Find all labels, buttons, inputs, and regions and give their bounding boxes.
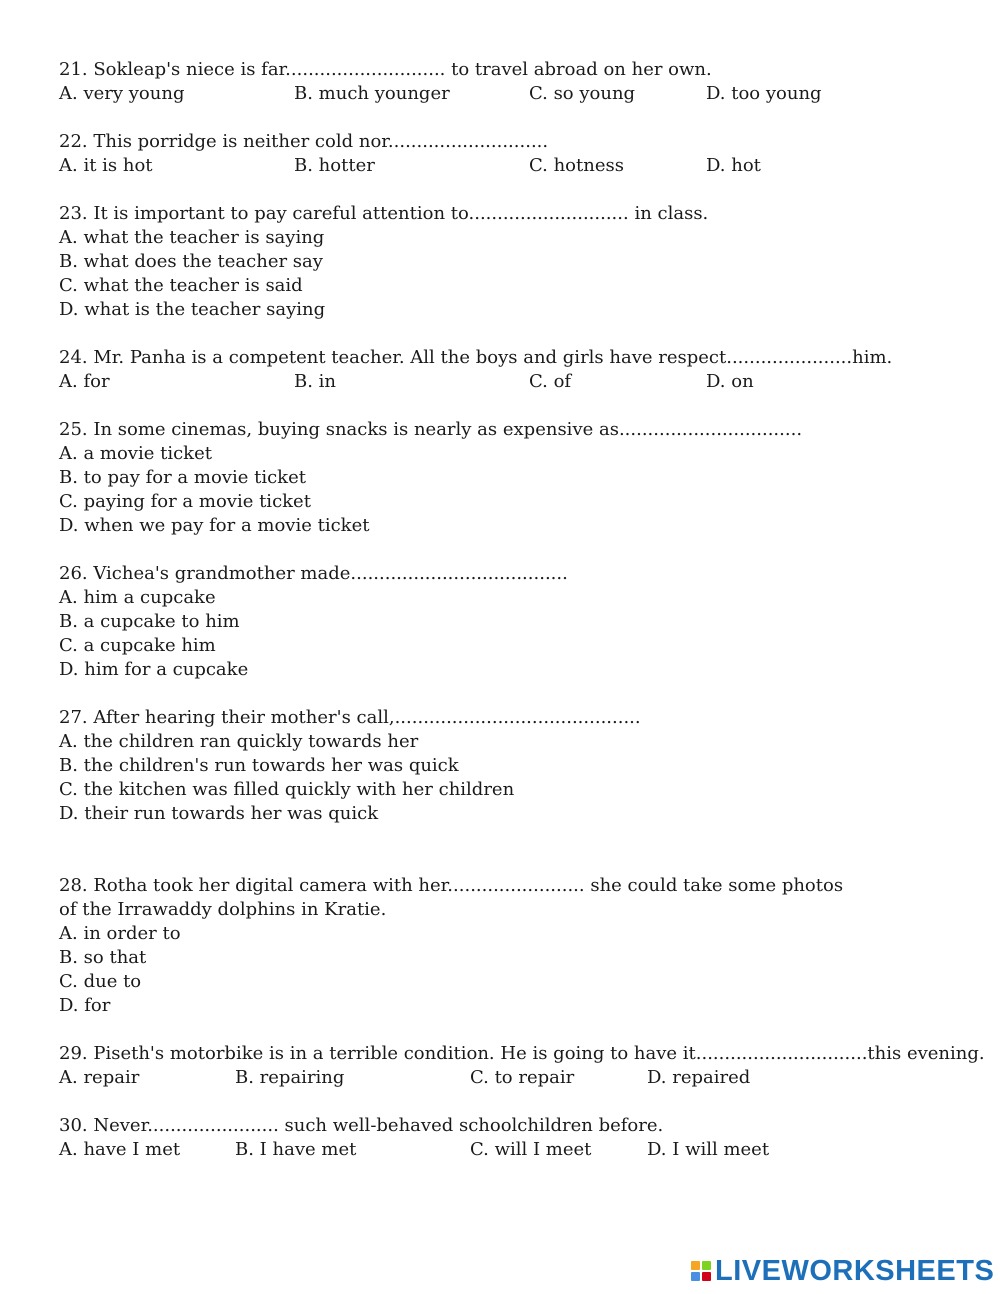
question-30 [59, 1114, 959, 1162]
logo-text: LIVEWORKSHEETS [715, 1255, 995, 1287]
option-a[interactable]: A. him a cupcake [59, 587, 216, 608]
option-c[interactable]: C. the kitchen was filled quickly with her children [59, 779, 515, 800]
option-d[interactable]: D. for [59, 995, 111, 1016]
option-d[interactable]: D. too young [706, 83, 822, 104]
question-22 [59, 130, 959, 178]
option-d[interactable]: D. I will meet [647, 1139, 770, 1160]
question-stem: 25. In some cinemas, buying snacks is nearly as expensive as................................ [59, 419, 803, 440]
option-c[interactable]: C. of [529, 371, 572, 392]
logo-square-icon [702, 1261, 711, 1270]
question-stem: 21. Sokleap's niece is far............................ to travel abroad on her own. [59, 59, 712, 80]
question-21 [59, 58, 959, 106]
question-stem: 27. After hearing their mother's call,........................................... [59, 707, 641, 728]
options-row [59, 154, 959, 178]
question-stem: 24. Mr. Panha is a competent teacher. All the boys and girls have respect......................him. [59, 347, 893, 368]
question-stem: 22. This porridge is neither cold nor............................ [59, 131, 549, 152]
question-25 [59, 418, 959, 538]
option-b[interactable]: B. hotter [294, 155, 375, 176]
option-d[interactable]: D. their run towards her was quick [59, 803, 379, 824]
logo-square-icon [702, 1272, 711, 1281]
option-a[interactable]: A. very young [59, 83, 185, 104]
liveworksheets-logo [691, 1256, 994, 1286]
option-b[interactable]: B. so that [59, 947, 147, 968]
options-row [59, 370, 959, 394]
options-row [59, 1138, 959, 1162]
question-23 [59, 202, 959, 322]
option-c[interactable]: C. due to [59, 971, 142, 992]
question-24 [59, 346, 959, 394]
options-row [59, 1066, 959, 1090]
option-c[interactable]: C. hotness [529, 155, 624, 176]
option-d[interactable]: D. him for a cupcake [59, 659, 249, 680]
option-a[interactable]: A. have I met [59, 1139, 181, 1160]
question-stem: 29. Piseth's motorbike is in a terrible condition. He is going to have it..............................this evening. [59, 1043, 985, 1064]
option-c[interactable]: C. to repair [470, 1067, 575, 1088]
question-28 [59, 874, 959, 1018]
question-stem: 30. Never....................... such well-behaved schoolchildren before. [59, 1115, 664, 1136]
option-b[interactable]: B. the children's run towards her was quick [59, 755, 459, 776]
logo-square-icon [691, 1261, 700, 1270]
question-stem: 26. Vichea's grandmother made...................................... [59, 563, 568, 584]
option-b[interactable]: B. to pay for a movie ticket [59, 467, 306, 488]
option-d[interactable]: D. what is the teacher saying [59, 299, 326, 320]
question-29 [59, 1042, 985, 1090]
option-c[interactable]: C. what the teacher is said [59, 275, 303, 296]
option-d[interactable]: D. when we pay for a movie ticket [59, 515, 370, 536]
question-27 [59, 706, 959, 826]
option-c[interactable]: C. so young [529, 83, 636, 104]
option-b[interactable]: B. repairing [235, 1067, 345, 1088]
option-a[interactable]: A. it is hot [59, 155, 153, 176]
option-a[interactable]: A. for [59, 371, 110, 392]
option-b[interactable]: B. what does the teacher say [59, 251, 323, 272]
option-c[interactable]: C. will I meet [470, 1139, 592, 1160]
option-b[interactable]: B. much younger [294, 83, 450, 104]
option-a[interactable]: A. a movie ticket [59, 443, 212, 464]
option-a[interactable]: A. repair [59, 1067, 140, 1088]
option-d[interactable]: D. repaired [647, 1067, 751, 1088]
logo-square-icon [691, 1272, 700, 1281]
option-b[interactable]: B. I have met [235, 1139, 357, 1160]
option-d[interactable]: D. on [706, 371, 754, 392]
option-c[interactable]: C. paying for a movie ticket [59, 491, 311, 512]
worksheet-page [59, 58, 985, 1186]
option-c[interactable]: C. a cupcake him [59, 635, 216, 656]
option-b[interactable]: B. in [294, 371, 337, 392]
option-a[interactable]: A. what the teacher is saying [59, 227, 325, 248]
option-d[interactable]: D. hot [706, 155, 761, 176]
option-a[interactable]: A. in order to [59, 923, 181, 944]
logo-grid-icon [691, 1261, 711, 1281]
options-row [59, 82, 959, 106]
option-a[interactable]: A. the children ran quickly towards her [59, 731, 419, 752]
question-stem: 23. It is important to pay careful attention to............................ in class. [59, 203, 709, 224]
question-26 [59, 562, 959, 682]
option-b[interactable]: B. a cupcake to him [59, 611, 240, 632]
question-stem: 28. Rotha took her digital camera with her........................ she could take some photos of the Irrawaddy dolphins in Kratie. [59, 875, 844, 920]
